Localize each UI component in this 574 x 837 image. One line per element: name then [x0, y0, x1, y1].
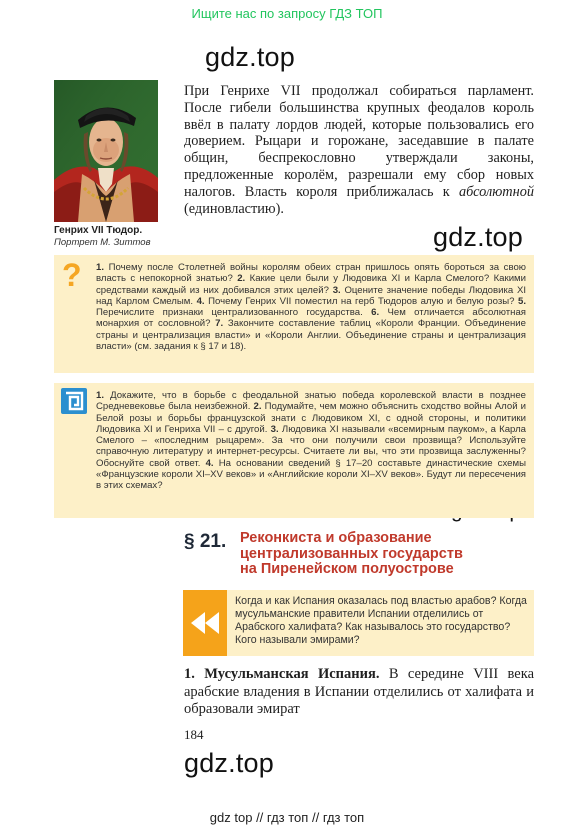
paragraph-title-line: Реконкиста и образование	[240, 530, 432, 546]
question-number: 6.	[371, 307, 380, 319]
questions-text	[96, 262, 526, 352]
portrait-painting	[54, 80, 158, 222]
question-number: 4.	[196, 295, 205, 307]
question-text: Оцените значение победы Людовика XI над Карлом Смелым.	[96, 284, 527, 307]
portrait-caption-author: Портрет М. Зиттов	[54, 237, 151, 248]
watermark: gdz.top	[433, 222, 523, 252]
question-number: 5.	[518, 295, 527, 307]
tasks-spiral-icon	[61, 388, 87, 414]
question-text: Почему после Столетней войны королям обеих стран пришлось опять бороться за свою власть с непокорной знатью?	[96, 262, 526, 285]
intro-text: При Генрихе VII продолжал собираться парламент. После гибели большинства крупных феодалов король ввёл в палату лордов людей, которые пользовались его доверием. Рыцари и горожане, заседавшие в палате общин, беспрекословно утверждали законы, предложенные королём, разрешали ему сбор новых налогов. Власть короля приближалась к	[184, 83, 534, 200]
question-text: Перечислите признаки централизованного государства.	[96, 307, 363, 319]
top-banner[interactable]: Ищите нас по запросу ГДЗ ТОП	[191, 6, 383, 21]
paragraph-title-line: на Пиренейском полуострове	[240, 561, 454, 577]
questions-box	[54, 255, 534, 373]
question-number: 7.	[215, 318, 224, 330]
intro-italic-term: абсолютной	[459, 183, 534, 200]
footer-separator: //	[311, 810, 320, 825]
section-text: В середине VIII века арабские владения в Испании отделились от халифата и образовали эмират	[184, 666, 534, 717]
section-paragraph	[184, 666, 534, 719]
task-text: Людовика XI называли «всемирным пауком», а Карла Смелого – «последним рыцарем». За что они получили свои прозвища? Используйте справочную литературу и интернет-ресурсы. Считаете ли вы, что эти прозвища заслуженны? Обоснуйте свой ответ.	[96, 423, 526, 469]
footer-link[interactable]: гдз топ	[322, 810, 365, 825]
question-number: 1.	[96, 262, 105, 273]
tasks-text	[96, 390, 526, 492]
portrait-caption-name: Генрих VII Тюдор.	[54, 225, 143, 236]
watermark: gdz.top	[184, 748, 274, 778]
intro-paragraph	[184, 83, 534, 217]
question-number: 2.	[237, 273, 246, 285]
footer-link[interactable]: гдз топ	[266, 810, 309, 825]
task-number: 1.	[96, 390, 105, 401]
question-text: Чем отличается абсолютная монархия от сословной?	[96, 307, 526, 330]
footer-separator: //	[256, 810, 264, 825]
task-number: 2.	[253, 401, 262, 413]
question-mark-icon: ?	[62, 257, 82, 293]
recap-box	[183, 590, 534, 656]
question-text: Какие цели были у Людовика XI и Карла Смелого? Какими средствами каждый из них добивался этих целей?	[96, 273, 527, 296]
rewind-icon	[183, 590, 227, 656]
task-number: 4.	[205, 457, 214, 469]
question-number: 3.	[332, 284, 341, 296]
paragraph-title	[240, 531, 540, 578]
intro-text-end: (единовластию).	[184, 200, 284, 217]
watermark: gdz.top	[205, 42, 295, 72]
recap-text: Когда и как Испания оказалась под властью арабов? Когда мусульманские правители Испании отделились от Арабского халифата? Как называлось это государство? Кого называли эмирами?	[235, 595, 527, 646]
paragraph-number: § 21.	[184, 531, 227, 552]
section-heading: 1. Мусульманская Испания.	[184, 666, 380, 682]
question-text: Закончите составление таблиц «Короли Франции. Объединение страны и централизация власти» и «Короли Англии. Объединение страны и централизация власти» (см. задания к § 17 и 18).	[96, 318, 526, 353]
footer	[0, 810, 574, 825]
footer-link[interactable]: gdz top	[209, 810, 253, 825]
task-text: Подумайте, чем можно объяснить сходство войны Алой и Белой розы и борьбы французской знати с Людовиком XI, с одной стороны, и политики Людовика XI и Генриха VII – с другой.	[96, 401, 526, 435]
task-text: Докажите, что в борьбе с феодальной знатью победа королевской власти в позднее Средневековье была неизбежной.	[96, 390, 526, 413]
page-number: 184	[184, 727, 204, 742]
paragraph-title-line: централизованных государств	[240, 545, 463, 562]
tasks-box	[54, 383, 534, 518]
portrait-image	[54, 80, 158, 222]
question-text: Почему Генрих VII поместил на герб Тюдоров алую и белую розы?	[208, 295, 515, 307]
task-text: На основании сведений § 17–20 составьте династические схемы «Французские короли XI–XV веков» и «Английские короли XI–XV веков». Будут ли пересечения в этих схемах?	[96, 457, 526, 492]
task-number: 3.	[270, 423, 279, 435]
